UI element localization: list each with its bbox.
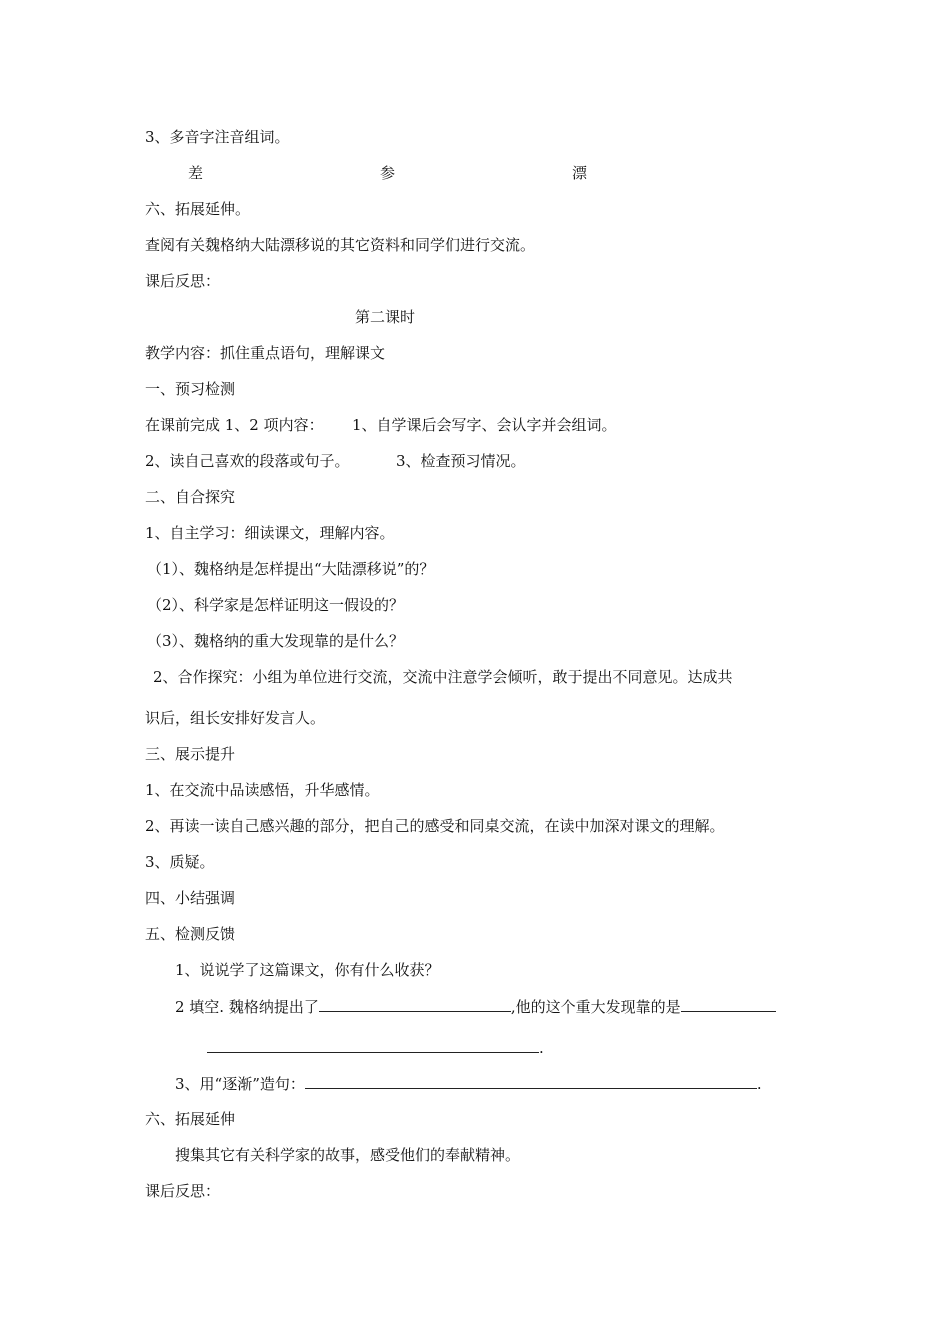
question-item: （2）、科学家是怎样证明这一假设的？ bbox=[147, 596, 405, 614]
polyphone-char-1: 差 bbox=[188, 164, 204, 182]
section-heading: 五、检测反馈 bbox=[145, 925, 236, 943]
list-item: 1、说说学了这篇课文，你有什么收获？ bbox=[175, 961, 440, 979]
section-heading: 一、预习检测 bbox=[145, 380, 236, 398]
list-item: 1、在交流中品读感悟，升华感情。 bbox=[145, 781, 380, 799]
section-heading: 二、自合探究 bbox=[145, 488, 236, 506]
question-item: （1）、魏格纳是怎样提出“大陆漂移说”的？ bbox=[147, 560, 435, 578]
reflection-label: 课后反思： bbox=[145, 272, 221, 290]
paragraph: 2、读自己喜欢的段落或句子。 bbox=[145, 452, 350, 470]
fill-blank-item bbox=[175, 996, 776, 1017]
fill-blank-text: ,他的这个重大发现靠的是 bbox=[510, 998, 681, 1016]
answer-blank[interactable] bbox=[207, 1037, 539, 1053]
fill-blank-text: 2 填空. 魏格纳提出了 bbox=[175, 998, 319, 1016]
list-item: 识后，组长安排好发言人。 bbox=[145, 709, 326, 727]
list-item: 1、自主学习：细读课文，理解内容。 bbox=[145, 524, 395, 542]
teaching-content: 教学内容：抓住重点语句，理解课文 bbox=[145, 344, 386, 362]
paragraph: 1、自学课后会写字、会认字并会组词。 bbox=[352, 416, 617, 434]
reflection-label: 课后反思： bbox=[145, 1182, 221, 1200]
answer-blank[interactable] bbox=[681, 996, 776, 1012]
period: . bbox=[756, 1075, 762, 1093]
paragraph: 搜集其它有关科学家的故事，感受他们的奉献精神。 bbox=[175, 1146, 521, 1164]
section-heading: 六、拓展延伸。 bbox=[145, 200, 251, 218]
answer-blank[interactable] bbox=[305, 1073, 757, 1089]
list-item: 2、合作探究：小组为单位进行交流，交流中注意学会倾听，敢于提出不同意见。达成共 bbox=[153, 668, 733, 686]
answer-blank[interactable] bbox=[319, 996, 511, 1012]
polyphone-item: 3、多音字注音组词。 bbox=[145, 128, 290, 146]
paragraph: 3、检查预习情况。 bbox=[396, 452, 526, 470]
section-heading: 四、小结强调 bbox=[145, 889, 236, 907]
period: . bbox=[539, 1039, 544, 1057]
paragraph: 查阅有关魏格纳大陆漂移说的其它资料和同学们进行交流。 bbox=[145, 236, 536, 254]
sentence-prompt: 3、用“逐渐”造句： bbox=[175, 1075, 305, 1093]
list-item: 3、质疑。 bbox=[145, 853, 215, 871]
section-heading: 六、拓展延伸 bbox=[145, 1110, 236, 1128]
polyphone-char-3: 漂 bbox=[572, 164, 588, 182]
lesson-title: 第二课时 bbox=[354, 308, 415, 326]
fill-blank-continuation bbox=[207, 1037, 544, 1058]
section-heading: 三、展示提升 bbox=[145, 745, 236, 763]
paragraph: 在课前完成 1、2 项内容： bbox=[145, 416, 324, 434]
polyphone-char-2: 参 bbox=[380, 164, 396, 182]
question-item: （3）、魏格纳的重大发现靠的是什么？ bbox=[147, 632, 405, 650]
list-item: 2、再读一读自己感兴趣的部分，把自己的感受和同桌交流，在读中加深对课文的理解。 bbox=[145, 817, 725, 835]
sentence-item bbox=[175, 1073, 762, 1094]
